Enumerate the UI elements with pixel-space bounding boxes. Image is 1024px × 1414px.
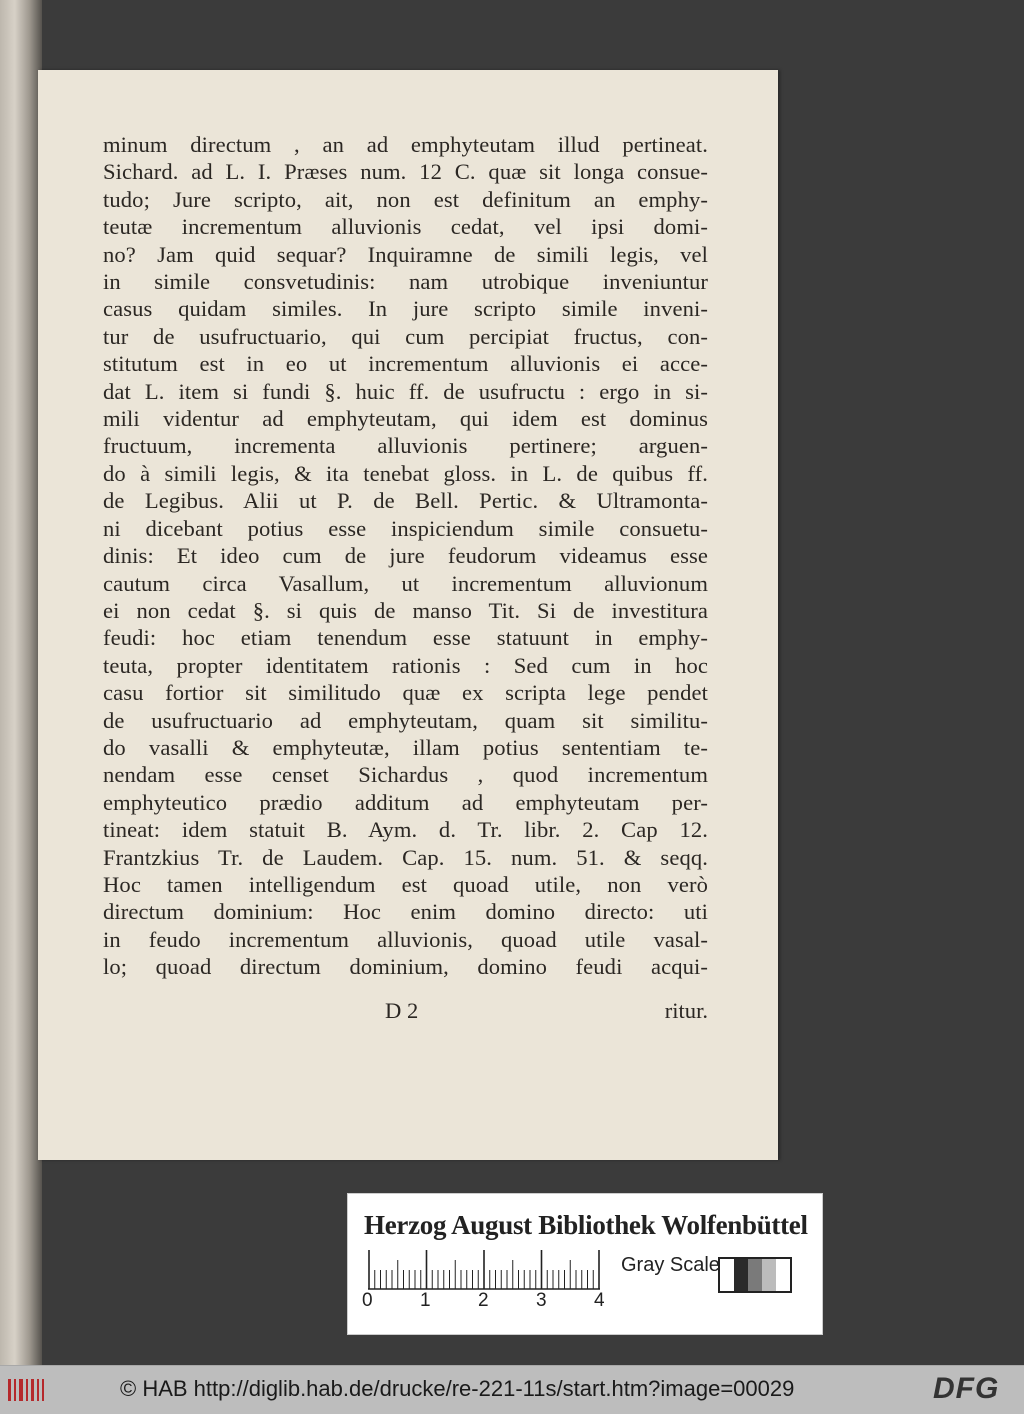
text-line: tineat: idem statuit B. Aym. d. Tr. libr. 2. Cap 12. <box>103 817 708 843</box>
text-line: in feudo incrementum alluvionis, quoad utile vasal- <box>103 926 708 952</box>
text-line: casu fortior sit similitudo quæ ex scripta lege pendet <box>103 680 708 706</box>
text-line: emphyteutico prædio additum ad emphyteutam per- <box>103 789 708 815</box>
text-line: Sichard. ad L. I. Præses num. 12 C. quæ sit longa consue- <box>103 159 708 185</box>
catchword: ritur. <box>664 998 708 1023</box>
text-line: in simile consvetudinis: nam utrobique inveniuntur <box>103 269 708 295</box>
grayscale-patch <box>734 1259 748 1291</box>
text-line: do vasalli & emphyteutæ, illam potius sententiam te- <box>103 734 708 760</box>
text-line: stitutum est in eo ut incrementum alluvionis ei acce- <box>103 351 708 377</box>
page-text-block <box>103 131 708 981</box>
text-line: tur de usufructuario, qui cum percipiat fructus, con- <box>103 323 708 349</box>
text-line: de Legibus. Alii ut P. de Bell. Pertic. & Ultramonta- <box>103 488 708 514</box>
text-line: fructuum, incrementa alluvionis pertinere; arguen- <box>103 433 708 459</box>
text-line: directum dominium: Hoc enim domino directo: uti <box>103 899 708 925</box>
text-line: cautum circa Vasallum, ut incrementum alluvionum <box>103 570 708 596</box>
library-scale-card <box>347 1193 823 1335</box>
viewer-footer-bar <box>0 1365 1024 1414</box>
grayscale-patch <box>776 1259 790 1291</box>
text-line: teutæ incrementum alluvionis cedat, vel ipsi domi- <box>103 214 708 240</box>
text-line: feudi: hoc etiam tenendum esse statuunt in emphy- <box>103 625 708 651</box>
grayscale-label: Gray Scale <box>621 1254 720 1276</box>
ruler-number: 3 <box>536 1290 547 1311</box>
ruler-number: 1 <box>420 1290 431 1311</box>
grayscale-patch <box>762 1259 776 1291</box>
text-line: dinis: Et ideo cum de jure feudorum videamus esse <box>103 543 708 569</box>
text-line: mili videntur ad emphyteutam, qui idem est dominus <box>103 406 708 432</box>
book-edge <box>0 0 42 1365</box>
text-line: no? Jam quid sequar? Inquiramne de simili legis, vel <box>103 241 708 267</box>
text-line: do à simili legis, & ita tenebat gloss. in L. de quibus ff. <box>103 460 708 486</box>
grayscale-patch <box>748 1259 762 1291</box>
page-footer-line <box>103 998 708 1028</box>
grayscale-patch <box>720 1259 734 1291</box>
text-line: Hoc tamen intelligendum est quoad utile, non verò <box>103 871 708 897</box>
copyright-credit-link[interactable]: © HAB http://diglib.hab.de/drucke/re-221-11s/start.htm?image=00029 <box>120 1376 795 1401</box>
library-name: Herzog August Bibliothek Wolfenbüttel <box>364 1210 808 1240</box>
hab-barcode-icon <box>6 1375 46 1405</box>
text-line: dat L. item si fundi §. huic ff. de usufructu : ergo in si- <box>103 378 708 404</box>
text-line: ni dicebant potius esse inspiciendum simile consuetu- <box>103 515 708 541</box>
text-line: casus quidam similes. In jure scripto simile inveni- <box>103 296 708 322</box>
text-line: teuta, propter identitatem rationis : Sed cum in hoc <box>103 652 708 678</box>
dfg-logo: DFG <box>933 1372 1000 1405</box>
ruler-number: 2 <box>478 1290 489 1311</box>
text-line: nendam esse censet Sichardus , quod incrementum <box>103 762 708 788</box>
text-line: ei non cedat §. si quis de manso Tit. Si de investitura <box>103 597 708 623</box>
ruler-number: 0 <box>362 1290 373 1311</box>
signature-mark: D 2 <box>385 998 419 1023</box>
text-line: tudo; Jure scripto, ait, non est definitum an emphy- <box>103 186 708 212</box>
text-line: Frantzkius Tr. de Laudem. Cap. 15. num. 51. & seqq. <box>103 844 708 870</box>
text-line: minum directum , an ad emphyteutam illud pertineat. <box>103 132 708 157</box>
text-line: de usufructuario ad emphyteutam, quam sit similitu- <box>103 707 708 733</box>
ruler-number: 4 <box>594 1290 605 1311</box>
text-line: lo; quoad directum dominium, domino feudi acqui- <box>103 954 708 980</box>
grayscale-swatch <box>718 1257 792 1293</box>
ruler-scale <box>368 1250 600 1290</box>
